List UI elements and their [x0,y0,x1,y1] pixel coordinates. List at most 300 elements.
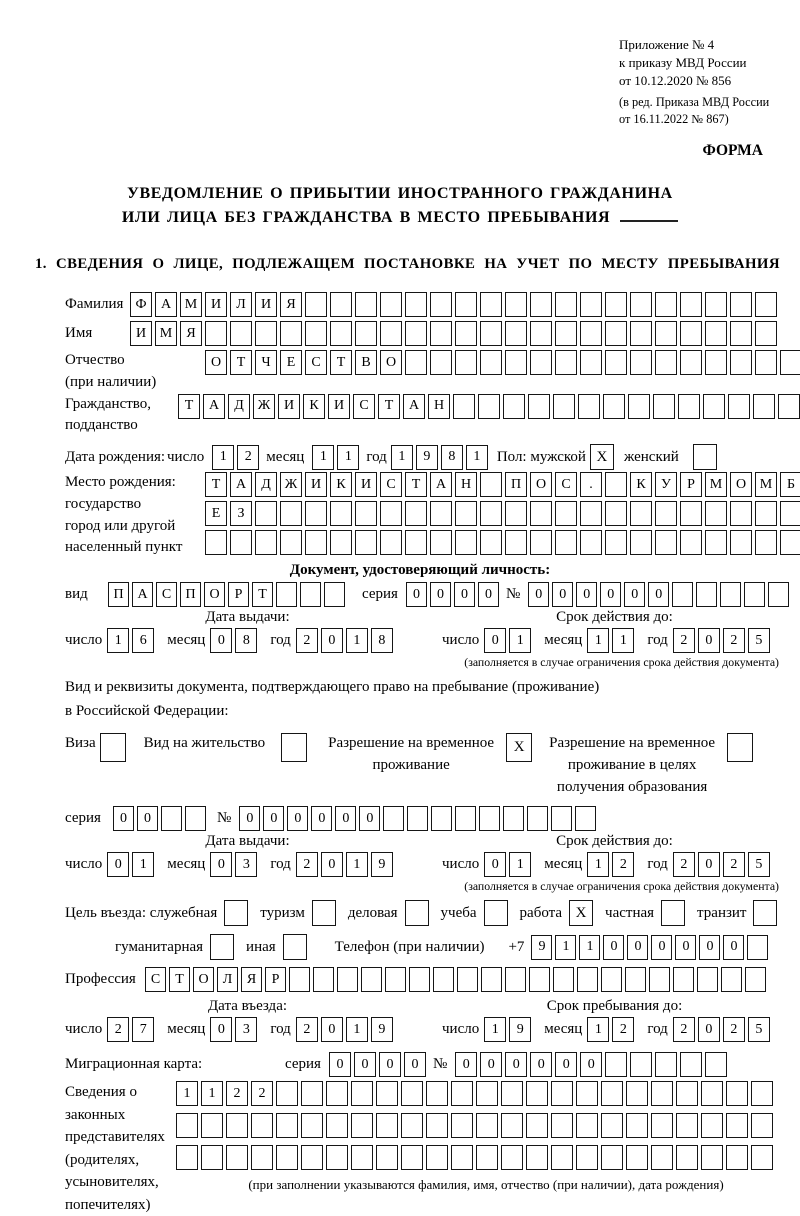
char-cell[interactable] [744,582,765,607]
char-cell[interactable] [530,292,552,317]
char-cell[interactable] [385,967,406,992]
char-cell[interactable] [255,530,277,555]
char-cell[interactable] [701,1081,723,1106]
char-cell[interactable] [380,321,402,346]
char-cell[interactable]: 9 [509,1017,531,1042]
char-cell[interactable]: О [193,967,214,992]
given-name-cells[interactable] [130,321,780,346]
char-cell[interactable]: 1 [612,628,634,653]
char-cell[interactable]: 0 [555,1052,577,1077]
char-cell[interactable] [601,1081,623,1106]
char-cell[interactable]: 1 [509,628,531,653]
char-cell[interactable] [376,1113,398,1138]
residence-expiry-year[interactable] [673,852,773,877]
sex-female-checkbox[interactable] [693,444,717,470]
char-cell[interactable] [480,472,502,497]
char-cell[interactable] [653,394,675,419]
char-cell[interactable]: И [355,472,377,497]
char-cell[interactable] [605,1052,627,1077]
char-cell[interactable] [678,394,700,419]
char-cell[interactable] [780,350,800,375]
char-cell[interactable]: О [205,350,227,375]
char-cell[interactable]: У [655,472,677,497]
char-cell[interactable] [726,1145,748,1170]
char-cell[interactable]: И [130,321,152,346]
char-cell[interactable]: С [145,967,166,992]
char-cell[interactable] [751,1113,773,1138]
char-cell[interactable] [630,501,652,526]
char-cell[interactable] [651,1081,673,1106]
birth-place-line-3[interactable] [205,530,800,555]
identity-issue-day[interactable] [107,628,157,653]
char-cell[interactable] [576,1081,598,1106]
char-cell[interactable]: 8 [441,445,463,470]
char-cell[interactable] [626,1113,648,1138]
char-cell[interactable] [226,1113,248,1138]
char-cell[interactable] [280,501,302,526]
char-cell[interactable] [476,1113,498,1138]
char-cell[interactable] [330,292,352,317]
char-cell[interactable]: 2 [723,852,745,877]
char-cell[interactable] [526,1081,548,1106]
char-cell[interactable]: 0 [698,1017,720,1042]
char-cell[interactable]: 0 [454,582,475,607]
stay-year[interactable] [673,1017,773,1042]
char-cell[interactable]: 1 [484,1017,506,1042]
char-cell[interactable] [351,1081,373,1106]
char-cell[interactable]: 0 [484,852,506,877]
char-cell[interactable]: 0 [239,806,260,831]
char-cell[interactable] [625,967,646,992]
char-cell[interactable]: Я [180,321,202,346]
char-cell[interactable]: 1 [555,935,576,960]
char-cell[interactable]: 0 [603,935,624,960]
char-cell[interactable] [405,292,427,317]
char-cell[interactable] [276,1113,298,1138]
char-cell[interactable]: 2 [673,628,695,653]
char-cell[interactable]: 1 [312,445,334,470]
char-cell[interactable]: 1 [132,852,154,877]
char-cell[interactable] [376,1081,398,1106]
char-cell[interactable] [705,530,727,555]
char-cell[interactable]: 0 [210,628,232,653]
char-cell[interactable] [201,1145,223,1170]
profession-cells[interactable] [145,967,769,992]
char-cell[interactable]: 1 [391,445,413,470]
char-cell[interactable]: 5 [748,852,770,877]
char-cell[interactable]: 0 [113,806,134,831]
char-cell[interactable] [505,321,527,346]
migration-series-cells[interactable] [329,1052,429,1077]
char-cell[interactable] [780,501,800,526]
char-cell[interactable] [605,321,627,346]
residence-issue-day[interactable] [107,852,157,877]
char-cell[interactable]: 1 [337,445,359,470]
residence-issue-month[interactable] [210,852,260,877]
char-cell[interactable] [730,530,752,555]
char-cell[interactable] [201,1113,223,1138]
temp-residence-checkbox[interactable]: X [506,733,532,762]
char-cell[interactable] [655,350,677,375]
char-cell[interactable] [251,1113,273,1138]
char-cell[interactable]: Т [405,472,427,497]
residence-expiry-day[interactable] [484,852,534,877]
char-cell[interactable]: 0 [335,806,356,831]
char-cell[interactable]: 0 [321,1017,343,1042]
char-cell[interactable] [351,1113,373,1138]
char-cell[interactable] [276,1081,298,1106]
char-cell[interactable] [701,1113,723,1138]
char-cell[interactable] [230,530,252,555]
purpose-humanitarian-checkbox[interactable] [210,934,234,960]
char-cell[interactable]: 0 [576,582,597,607]
char-cell[interactable]: И [328,394,350,419]
char-cell[interactable] [680,530,702,555]
char-cell[interactable]: 2 [296,1017,318,1042]
char-cell[interactable]: М [180,292,202,317]
char-cell[interactable] [501,1145,523,1170]
char-cell[interactable]: 8 [235,628,257,653]
char-cell[interactable] [330,501,352,526]
char-cell[interactable] [701,1145,723,1170]
char-cell[interactable]: 1 [509,852,531,877]
char-cell[interactable] [255,321,277,346]
char-cell[interactable] [680,350,702,375]
char-cell[interactable] [480,350,502,375]
char-cell[interactable] [753,394,775,419]
char-cell[interactable]: И [255,292,277,317]
char-cell[interactable] [703,394,725,419]
char-cell[interactable] [326,1113,348,1138]
char-cell[interactable]: К [330,472,352,497]
char-cell[interactable]: 0 [329,1052,351,1077]
char-cell[interactable] [601,1145,623,1170]
char-cell[interactable]: 0 [648,582,669,607]
char-cell[interactable] [481,967,502,992]
char-cell[interactable] [705,501,727,526]
char-cell[interactable]: К [303,394,325,419]
char-cell[interactable] [730,321,752,346]
char-cell[interactable] [651,1145,673,1170]
char-cell[interactable] [355,501,377,526]
char-cell[interactable]: 1 [346,628,368,653]
char-cell[interactable] [555,321,577,346]
char-cell[interactable]: 2 [107,1017,129,1042]
char-cell[interactable] [526,1113,548,1138]
char-cell[interactable] [405,350,427,375]
identity-expiry-day[interactable] [484,628,534,653]
char-cell[interactable]: 0 [528,582,549,607]
entry-month[interactable] [210,1017,260,1042]
char-cell[interactable] [655,292,677,317]
char-cell[interactable] [401,1081,423,1106]
char-cell[interactable]: 2 [673,1017,695,1042]
char-cell[interactable]: 0 [210,852,232,877]
char-cell[interactable] [276,1145,298,1170]
char-cell[interactable] [455,530,477,555]
purpose-official-checkbox[interactable] [224,900,248,926]
char-cell[interactable]: 9 [371,1017,393,1042]
char-cell[interactable] [530,350,552,375]
char-cell[interactable] [630,350,652,375]
char-cell[interactable]: И [278,394,300,419]
char-cell[interactable]: 0 [600,582,621,607]
char-cell[interactable] [355,292,377,317]
char-cell[interactable]: . [580,472,602,497]
char-cell[interactable] [501,1113,523,1138]
char-cell[interactable] [503,394,525,419]
char-cell[interactable] [530,321,552,346]
char-cell[interactable]: 9 [416,445,438,470]
birth-place-line-1[interactable] [205,472,800,497]
char-cell[interactable]: 0 [699,935,720,960]
char-cell[interactable]: Б [780,472,800,497]
char-cell[interactable]: 5 [748,1017,770,1042]
char-cell[interactable] [383,806,404,831]
char-cell[interactable]: Т [169,967,190,992]
char-cell[interactable] [676,1081,698,1106]
char-cell[interactable]: С [156,582,177,607]
char-cell[interactable]: Т [378,394,400,419]
entry-day[interactable] [107,1017,157,1042]
char-cell[interactable] [630,530,652,555]
char-cell[interactable]: А [403,394,425,419]
birth-place-line-2[interactable] [205,501,800,526]
entry-year[interactable] [296,1017,396,1042]
char-cell[interactable] [551,1081,573,1106]
char-cell[interactable]: 0 [406,582,427,607]
char-cell[interactable] [655,501,677,526]
char-cell[interactable] [361,967,382,992]
char-cell[interactable]: Ф [130,292,152,317]
char-cell[interactable]: Т [330,350,352,375]
char-cell[interactable] [551,1113,573,1138]
char-cell[interactable] [780,530,800,555]
char-cell[interactable] [551,1145,573,1170]
char-cell[interactable]: 1 [176,1081,198,1106]
char-cell[interactable]: 2 [612,1017,634,1042]
char-cell[interactable] [676,1145,698,1170]
char-cell[interactable]: 9 [371,852,393,877]
char-cell[interactable] [768,582,789,607]
phone-cells[interactable] [531,935,771,960]
char-cell[interactable] [580,292,602,317]
char-cell[interactable] [505,350,527,375]
char-cell[interactable] [721,967,742,992]
residence-series-cells[interactable] [113,806,209,831]
char-cell[interactable] [755,321,777,346]
char-cell[interactable]: 2 [723,1017,745,1042]
char-cell[interactable] [176,1113,198,1138]
char-cell[interactable] [405,501,427,526]
representatives-line-2[interactable] [176,1113,796,1138]
char-cell[interactable] [655,530,677,555]
char-cell[interactable] [576,1145,598,1170]
char-cell[interactable]: А [155,292,177,317]
char-cell[interactable] [628,394,650,419]
char-cell[interactable] [580,530,602,555]
char-cell[interactable]: 6 [132,628,154,653]
char-cell[interactable]: 2 [251,1081,273,1106]
char-cell[interactable] [649,967,670,992]
char-cell[interactable]: С [555,472,577,497]
stay-day[interactable] [484,1017,534,1042]
sex-male-checkbox[interactable]: X [590,444,614,470]
char-cell[interactable] [580,501,602,526]
char-cell[interactable] [380,292,402,317]
char-cell[interactable]: 3 [235,1017,257,1042]
char-cell[interactable]: 1 [107,628,129,653]
char-cell[interactable]: 0 [430,582,451,607]
char-cell[interactable]: 1 [346,1017,368,1042]
char-cell[interactable]: 0 [137,806,158,831]
char-cell[interactable]: Т [252,582,273,607]
stay-month[interactable] [587,1017,637,1042]
char-cell[interactable]: Я [241,967,262,992]
char-cell[interactable] [680,292,702,317]
char-cell[interactable] [626,1081,648,1106]
char-cell[interactable] [730,350,752,375]
char-cell[interactable] [301,1081,323,1106]
char-cell[interactable] [480,321,502,346]
purpose-work-checkbox[interactable]: X [569,900,593,926]
char-cell[interactable]: 0 [263,806,284,831]
char-cell[interactable] [430,321,452,346]
char-cell[interactable] [430,501,452,526]
doc-number-cells[interactable] [528,582,792,607]
identity-expiry-month[interactable] [587,628,637,653]
char-cell[interactable] [696,582,717,607]
surname-cells[interactable] [130,292,780,317]
char-cell[interactable]: О [204,582,225,607]
char-cell[interactable]: Р [228,582,249,607]
char-cell[interactable] [351,1145,373,1170]
char-cell[interactable] [555,530,577,555]
char-cell[interactable] [276,582,297,607]
char-cell[interactable] [380,530,402,555]
char-cell[interactable] [305,321,327,346]
char-cell[interactable]: 1 [201,1081,223,1106]
birth-year-cells[interactable] [391,445,491,470]
char-cell[interactable] [705,321,727,346]
char-cell[interactable]: 2 [296,628,318,653]
char-cell[interactable] [480,530,502,555]
char-cell[interactable]: Д [228,394,250,419]
char-cell[interactable] [680,501,702,526]
char-cell[interactable]: 0 [505,1052,527,1077]
char-cell[interactable] [580,350,602,375]
char-cell[interactable] [526,1145,548,1170]
char-cell[interactable] [726,1081,748,1106]
char-cell[interactable]: 0 [624,582,645,607]
char-cell[interactable]: 2 [226,1081,248,1106]
char-cell[interactable] [529,967,550,992]
char-cell[interactable] [376,1145,398,1170]
char-cell[interactable]: 1 [466,445,488,470]
char-cell[interactable] [161,806,182,831]
char-cell[interactable] [479,806,500,831]
char-cell[interactable] [205,321,227,346]
patronymic-cells[interactable] [205,350,800,375]
doc-series-cells[interactable] [406,582,502,607]
char-cell[interactable]: Т [205,472,227,497]
char-cell[interactable]: 7 [132,1017,154,1042]
char-cell[interactable]: 0 [627,935,648,960]
char-cell[interactable]: Л [217,967,238,992]
char-cell[interactable]: 9 [531,935,552,960]
char-cell[interactable]: М [705,472,727,497]
char-cell[interactable] [778,394,800,419]
char-cell[interactable] [431,806,452,831]
char-cell[interactable] [476,1081,498,1106]
identity-expiry-year[interactable] [673,628,773,653]
char-cell[interactable]: Ж [253,394,275,419]
residence-number-cells[interactable] [239,806,599,831]
char-cell[interactable] [401,1113,423,1138]
char-cell[interactable]: Д [255,472,277,497]
char-cell[interactable]: 3 [235,852,257,877]
char-cell[interactable] [455,292,477,317]
char-cell[interactable]: Л [230,292,252,317]
char-cell[interactable]: 0 [530,1052,552,1077]
char-cell[interactable]: М [755,472,777,497]
purpose-study-checkbox[interactable] [484,900,508,926]
char-cell[interactable] [730,501,752,526]
char-cell[interactable]: 2 [237,445,259,470]
char-cell[interactable] [705,292,727,317]
char-cell[interactable] [478,394,500,419]
char-cell[interactable]: Т [178,394,200,419]
char-cell[interactable]: С [353,394,375,419]
char-cell[interactable]: А [230,472,252,497]
char-cell[interactable]: Ч [255,350,277,375]
char-cell[interactable] [551,806,572,831]
char-cell[interactable] [280,530,302,555]
char-cell[interactable] [751,1081,773,1106]
char-cell[interactable] [455,321,477,346]
char-cell[interactable] [289,967,310,992]
char-cell[interactable]: К [630,472,652,497]
char-cell[interactable] [605,530,627,555]
char-cell[interactable] [301,1145,323,1170]
char-cell[interactable] [630,1052,652,1077]
char-cell[interactable] [580,321,602,346]
char-cell[interactable]: З [230,501,252,526]
char-cell[interactable] [745,967,766,992]
purpose-other-checkbox[interactable] [283,934,307,960]
char-cell[interactable]: 1 [212,445,234,470]
char-cell[interactable]: В [355,350,377,375]
char-cell[interactable] [205,530,227,555]
char-cell[interactable] [555,350,577,375]
char-cell[interactable] [527,806,548,831]
char-cell[interactable] [555,292,577,317]
char-cell[interactable] [680,321,702,346]
char-cell[interactable] [705,350,727,375]
char-cell[interactable] [176,1145,198,1170]
char-cell[interactable]: М [155,321,177,346]
char-cell[interactable]: 0 [287,806,308,831]
char-cell[interactable]: Я [280,292,302,317]
birth-day-cells[interactable] [212,445,262,470]
char-cell[interactable]: 1 [346,852,368,877]
char-cell[interactable] [578,394,600,419]
char-cell[interactable]: 5 [748,628,770,653]
char-cell[interactable] [305,501,327,526]
char-cell[interactable]: Т [230,350,252,375]
char-cell[interactable] [226,1145,248,1170]
char-cell[interactable] [380,501,402,526]
